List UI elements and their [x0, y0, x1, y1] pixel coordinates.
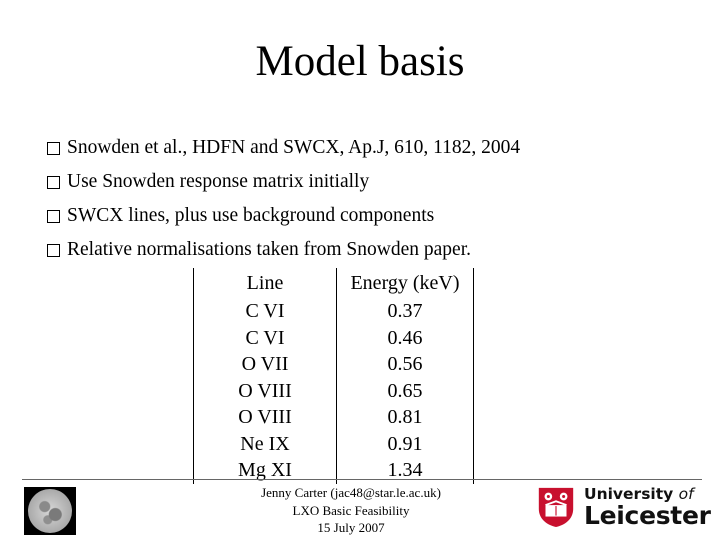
cell-energy: 0.46 — [337, 325, 474, 352]
table-row — [194, 298, 474, 325]
footer-credits — [196, 484, 506, 537]
checkbox-bullet-icon — [47, 176, 60, 189]
moon-icon — [28, 489, 72, 533]
footer-author: Jenny Carter (jac48@star.le.ac.uk) — [261, 485, 441, 500]
cell-line: O VIII — [194, 378, 337, 405]
cell-line: O VII — [194, 351, 337, 378]
energy-table — [193, 268, 474, 484]
footer-date: 15 July 2007 — [317, 520, 385, 535]
cell-energy: 0.56 — [337, 351, 474, 378]
cell-line: Ne IX — [194, 431, 337, 458]
cell-line: C VI — [194, 298, 337, 325]
bullet-text: Use Snowden response matrix initially — [67, 171, 370, 192]
table-row — [194, 431, 474, 458]
bullet-item — [47, 233, 520, 267]
checkbox-bullet-icon — [47, 142, 60, 155]
header-line: Line — [194, 268, 337, 298]
university-logo — [536, 484, 711, 530]
bullet-text: Relative normalisations taken from Snowden paper. — [67, 239, 471, 260]
moon-image — [24, 487, 76, 535]
university-crest-icon — [536, 486, 576, 528]
checkbox-bullet-icon — [47, 244, 60, 257]
cell-line: Mg XI — [194, 457, 337, 484]
header-energy: Energy (keV) — [337, 268, 474, 298]
slide-title: Model basis — [255, 38, 465, 85]
cell-energy: 0.37 — [337, 298, 474, 325]
table-row — [194, 325, 474, 352]
bullet-list — [47, 131, 520, 267]
logo-wordmark — [584, 486, 711, 529]
checkbox-bullet-icon — [47, 210, 60, 223]
cell-line: O VIII — [194, 404, 337, 431]
cell-energy: 1.34 — [337, 457, 474, 484]
logo-university: University — [584, 484, 674, 503]
table-row — [194, 351, 474, 378]
footer-project: LXO Basic Feasibility — [292, 502, 410, 518]
cell-line: C VI — [194, 325, 337, 352]
cell-energy: 0.65 — [337, 378, 474, 405]
bullet-text: SWCX lines, plus use background components — [67, 205, 435, 226]
table-row — [194, 378, 474, 405]
bullet-item — [47, 165, 520, 199]
table-header-row — [194, 268, 474, 298]
cell-energy: 0.81 — [337, 404, 474, 431]
logo-of: of — [678, 484, 694, 503]
logo-leicester: Leicester — [584, 500, 711, 530]
bullet-item — [47, 199, 520, 233]
footer-divider — [22, 479, 702, 480]
cell-energy: 0.91 — [337, 431, 474, 458]
bullet-text: Snowden et al., HDFN and SWCX, Ap.J, 610, 1182, 2004 — [67, 137, 521, 158]
table-row — [194, 404, 474, 431]
bullet-item — [47, 131, 520, 165]
